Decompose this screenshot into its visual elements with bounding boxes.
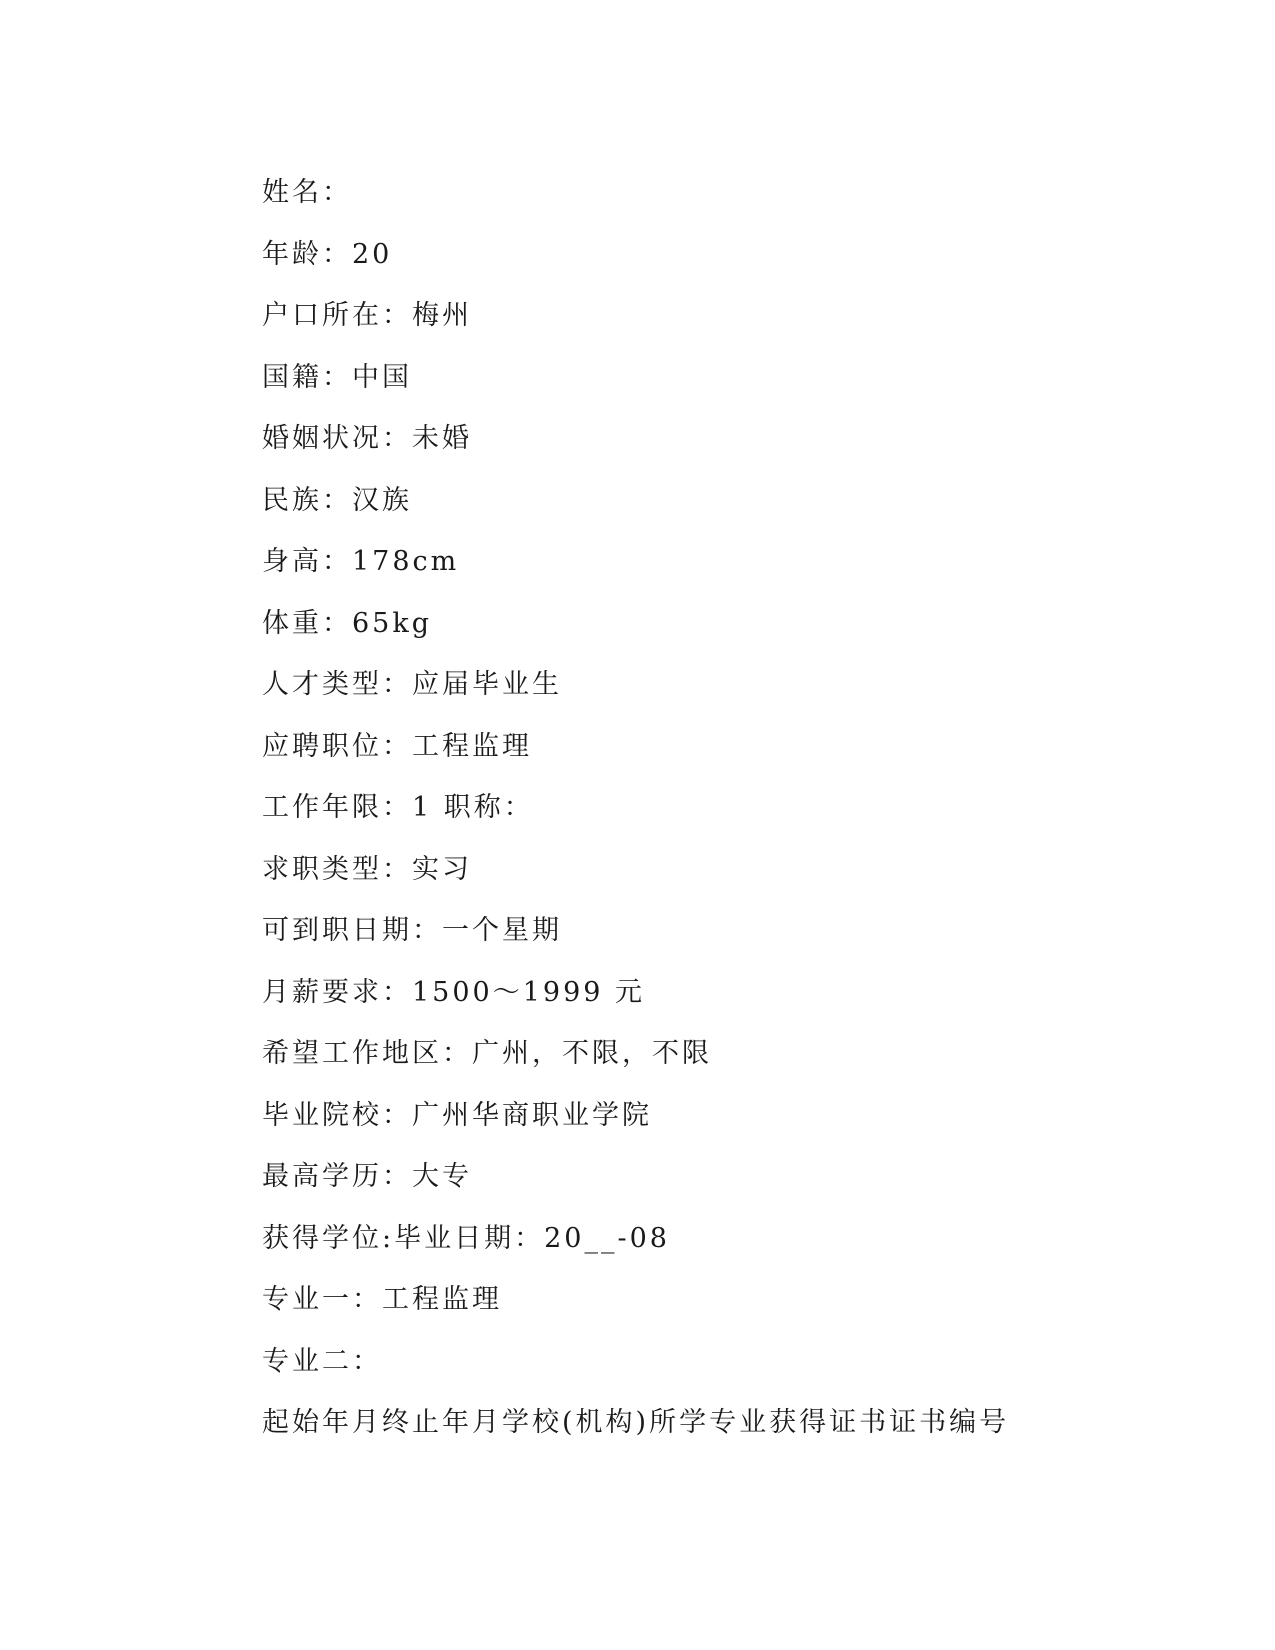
preferred-location-line: 希望工作地区：广州，不限，不限: [262, 1038, 712, 1069]
marital-status-line: 婚姻状况：未婚: [262, 423, 472, 454]
talent-type-line: 人才类型：应届毕业生: [262, 669, 562, 700]
height-line: 身高：178cm: [262, 546, 460, 577]
resume-content: [262, 162, 1162, 1454]
major-one-line: 专业一：工程监理: [262, 1284, 502, 1315]
household-registration-line: 户口所在：梅州: [262, 300, 472, 331]
degree-graduation-date-line: 获得学位:毕业日期：20__-08: [262, 1222, 670, 1254]
applied-position-line: 应聘职位：工程监理: [262, 730, 532, 762]
highest-education-line: 最高学历：大专: [262, 1161, 472, 1192]
availability-date-line: 可到职日期：一个星期: [262, 915, 562, 946]
graduated-school-line: 毕业院校：广州华商职业学院: [262, 1099, 652, 1131]
job-type-line: 求职类型：实习: [262, 853, 472, 885]
salary-requirement-line: 月薪要求：1500～1999 元: [262, 976, 646, 1008]
nationality-line: 国籍：中国: [262, 361, 412, 393]
name-line: 姓名：: [262, 177, 352, 208]
work-years-line: 工作年限：1 职称：: [262, 792, 534, 823]
ethnicity-line: 民族：汉族: [262, 484, 412, 516]
major-two-line: 专业二：: [262, 1345, 382, 1377]
age-line: 年龄：20: [262, 238, 393, 270]
education-table-header-line: 起始年月终止年月学校(机构)所学专业获得证书证书编号: [262, 1407, 1010, 1438]
weight-line: 体重：65kg: [262, 607, 433, 639]
